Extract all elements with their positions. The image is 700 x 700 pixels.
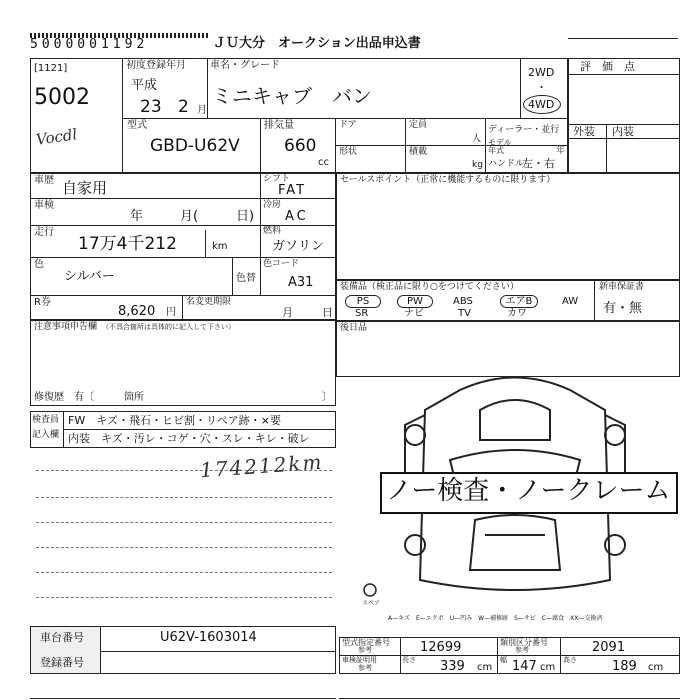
model-year-label-2: 年式 [488,146,504,155]
registration-month-unit: 月 [197,105,207,116]
class-sub: 参考 [515,646,529,654]
equipment-aw: AW [562,296,579,307]
divider [205,230,206,257]
after-market-label: 後日品 [340,323,368,333]
name-change-label: 名変更期限 [186,297,232,307]
bottom-cut-line [30,698,336,699]
mileage-value: 17万4千212 [78,234,177,254]
height-unit: cm [648,662,664,673]
spare-tire-icon [358,580,388,600]
width-value: 147 [512,659,537,674]
color-change-label: 色替 [236,273,256,284]
divider [122,58,123,173]
class-label: 類別区分番号 [500,638,548,647]
color-label: 色 [34,259,44,270]
damage-legend: A—キズ E—エクボ U—凹み W—補修跡 S—サビ C—腐食 XX—交換済 [388,615,603,622]
displacement-unit: cc [318,157,329,168]
chassis-number: U62V-1603014 [160,630,257,645]
ac-label: 冷房 [263,200,282,210]
color-value: シルバー [64,269,115,284]
inspector-label-2: 記入欄 [32,430,60,440]
width-prefix: 幅 [500,656,507,664]
color-code-label: 色コード [263,259,300,269]
divider [594,280,595,321]
length-label: 車検証明用 [342,656,377,664]
recycle-label: R券 [34,297,51,308]
width-unit: cm [540,662,556,673]
writing-line [36,497,332,498]
divider [30,295,336,296]
capacity-unit: 人 [472,134,482,144]
exterior-label: 外装 [573,125,595,138]
divider [520,58,521,118]
equipment-leather: カワ [507,308,527,319]
fuel-value: ガソリン [272,239,325,254]
shift-label: シフト [263,174,291,184]
writing-line [36,572,332,573]
equipment-sr: SR [355,308,369,319]
divider [100,626,101,674]
recycle-unit: 円 [166,307,176,318]
writing-line [36,547,332,548]
color-code-value: A31 [288,275,314,290]
divider [568,74,680,75]
bottom-cut-line [339,698,680,699]
fuel-label: 燃料 [263,226,282,236]
type-cert-sub: 参考 [358,646,372,654]
inspection-year: 年 [130,209,144,224]
shift-value: FAT [278,183,307,198]
evaluation-box [568,58,680,173]
equipment-pw: PW [397,295,433,308]
drive-4wd: 4WD [528,98,555,111]
load-unit: kg [472,160,483,170]
sales-point-frame [336,173,680,280]
drive-2wd: 2WD [528,66,555,79]
dealer-label: ディーラー・並行 [488,125,560,135]
inspection-day: 日) [236,209,255,224]
bracket-code: [1121] [34,63,68,74]
divider [497,637,498,674]
handle-label: ハンドル [488,159,525,169]
height-value: 189 [612,659,637,674]
divider [30,225,336,226]
displacement-value: 660 [284,136,317,156]
divider [260,173,261,295]
inspection-month: 月( [180,209,199,224]
registration-number-label: 登録番号 [40,656,84,669]
writing-line [36,597,332,598]
divider [335,145,568,146]
evaluation-label: 評 価 点 [580,60,635,73]
divider [560,637,561,674]
divider [339,655,680,656]
drive-dot: ・ [536,81,547,94]
recycle-fee: 8,620 [118,304,156,319]
height-prefix: 高さ [563,656,577,664]
mileage-label: 走行 [34,227,54,238]
length-prefix: 長さ [402,656,416,664]
chassis-label: 車台番号 [40,631,84,644]
barcode-number: 5000001192 [30,37,149,52]
equipment-airbag: エアB [500,295,538,308]
divider [30,198,336,199]
registration-year: 23 [140,97,162,117]
new-car-warranty-label: 新車保証書 [599,282,645,292]
capacity-label: 定員 [409,120,428,130]
vehicle-name-label: 車名・グレード [210,60,280,71]
ownership-value: 自家用 [62,179,108,197]
equipment-ps: PS [345,295,381,308]
type-cert-label: 型式指定番号 [342,638,390,647]
spare-label: スペア [362,600,381,607]
name-change-day: 日 [322,306,333,319]
notes-sublabel: （不具合箇所は具体的に記入して下さい） [102,323,235,331]
registration-label: 初度登録年月 [126,60,186,71]
model-code: GBD-U62V [150,136,240,156]
model-label: 型式 [127,120,147,131]
length-label-2: 参考 [358,664,372,672]
displacement-label: 排気量 [264,120,294,131]
mileage-unit: km [212,241,228,252]
length-unit: cm [477,662,493,673]
lot-number: 5002 [34,85,90,110]
equipment-tv: TV [458,308,471,319]
equipment-abs: ABS [453,296,473,307]
writing-line [36,522,332,523]
repair-unit: 箇所 [124,392,144,403]
after-market-frame [336,321,680,377]
new-car-warranty-value: 有・無 [603,301,643,316]
interior-label: 内装 [612,125,634,138]
divider [63,429,336,430]
sales-point-label: セールスポイント（正常に機能するものに限ります） [340,175,556,185]
class-number: 2091 [592,640,626,655]
equipment-label: 装備品（検正品に限り○をつけてください） [340,282,519,292]
handle-value: 左・右 [522,157,555,170]
inspector-interior-row: 内装 キズ・汚レ・コゲ・穴・スレ・キレ・破レ [68,432,310,445]
model-year-label-1: モデル [488,138,512,147]
ownership-label: 車歴 [34,175,54,186]
divider [30,257,336,258]
vehicle-name: ミニキャブ バン [212,84,372,108]
model-year-unit: 年 [556,146,566,156]
registration-era: 平成 [131,78,158,93]
inspection-label: 車検 [34,200,54,211]
shape-label: 形状 [339,147,358,157]
divider [122,118,568,119]
equipment-navi: ナビ [404,308,424,319]
divider [182,295,183,320]
repair-close: 〕 [322,392,332,403]
registration-month: 2 [178,97,189,117]
stamp-text: ノー検査・ノークレーム [386,476,671,506]
notes-label: 注意事項申告欄 [34,322,98,332]
door-label: ドア [339,120,357,130]
ac-value: AC [285,209,309,224]
name-change-month: 月 [282,306,293,319]
inspector-label-1: 検査員 [32,415,60,425]
handwritten-mileage: 174212km [199,449,325,483]
divider [232,257,233,295]
divider [606,124,607,173]
type-cert-number: 12699 [420,640,462,655]
load-label: 積載 [409,147,428,157]
divider [260,118,261,173]
header-right-line [568,38,678,39]
handwritten-note: Vocdl [34,125,79,149]
repair-history: 修復歴 有〔 [34,392,94,403]
form-title: ＪＵ大分 オークション出品申込書 [213,36,421,51]
divider [400,637,401,674]
divider [568,138,680,139]
divider [207,58,208,118]
length-value: 339 [440,659,465,674]
inspector-fw-row: FW キズ・飛石・ヒビ割・リペア跡・×要 [68,414,281,427]
